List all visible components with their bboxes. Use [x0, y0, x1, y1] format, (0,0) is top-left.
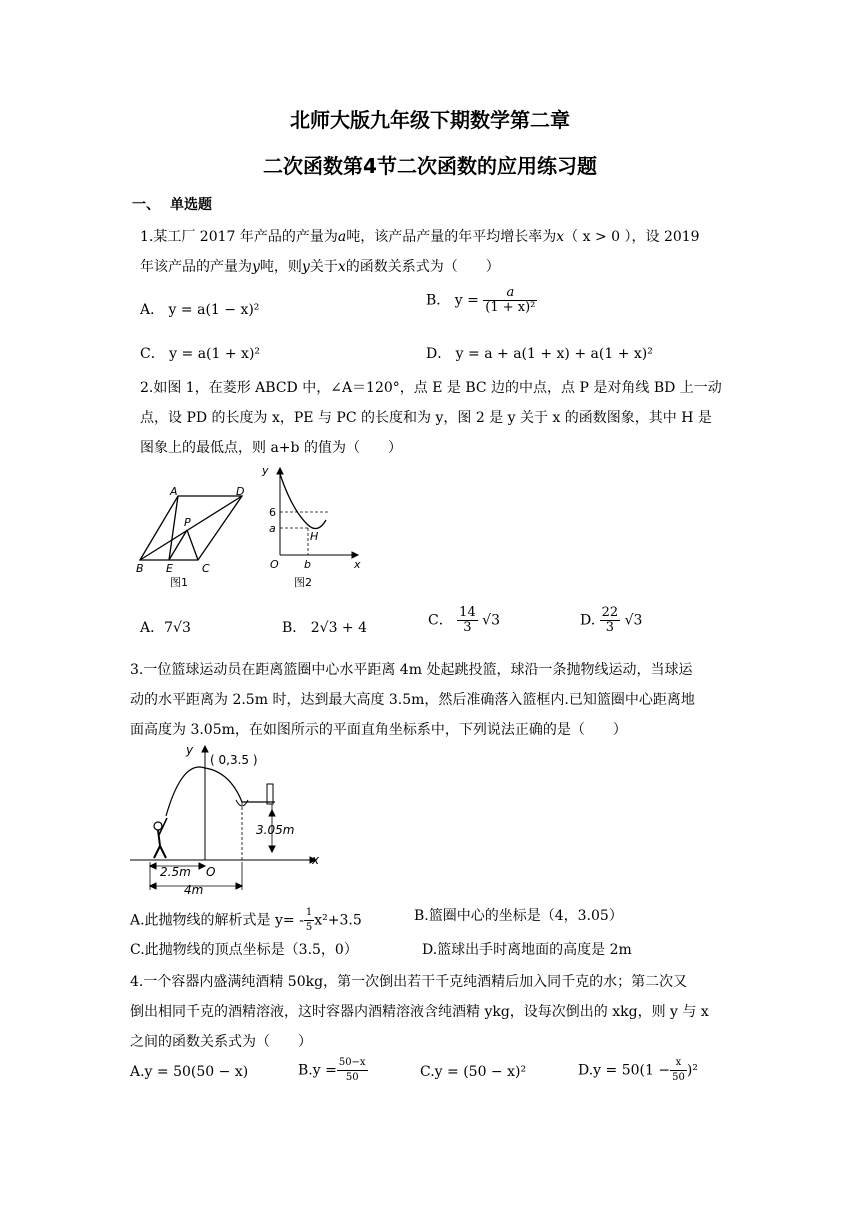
q1-line2: 年该产品的产量为y吨，则y关于x的函数关系式为（ ）: [140, 259, 500, 275]
q2-option-a: A．7√3: [140, 620, 191, 636]
q2-line3: 图象上的最低点，则 a+b 的值为（ ）: [140, 440, 402, 456]
q3-figure: [130, 740, 330, 900]
label-d: D: [236, 485, 245, 498]
vertex-label: ( 0,3.5 ): [210, 753, 258, 767]
q4-line3: 之间的函数关系式为（ ）: [130, 1034, 312, 1050]
q4-line1: 4.一个容器内盛满纯酒精 50kg，第一次倒出若干千克纯酒精后加入同千克的水；第二次又: [130, 974, 688, 990]
q1-option-a: A． y = a(1 − x)²: [140, 302, 260, 318]
q3-option-d: D.篮球出手时离地面的高度是 2m: [422, 942, 632, 958]
q2-option-d: D. $\frac{22}{3}$ √3: [580, 605, 643, 635]
q3-line1: 3.一位篮球运动员在距离篮圈中心水平距离 4m 处起跳投篮，球沿一条抛物线运动，当球运: [130, 662, 693, 678]
axis-y-label: y: [262, 464, 269, 477]
figure-2-caption: 图2: [294, 576, 312, 589]
q4-option-b: B.y = $\frac{50-x}{50}$: [298, 1057, 366, 1083]
origin-o: O: [270, 558, 279, 571]
tick-6: 6: [269, 506, 276, 519]
label-a: A: [170, 485, 178, 498]
q2-figures: [130, 460, 380, 600]
label-c: C: [202, 562, 210, 575]
q2-option-c: C． $\frac{14}{3}$ √3: [428, 605, 500, 635]
figure-1-rhombus: [140, 496, 242, 560]
axis-x-label: x: [354, 558, 361, 571]
label-p: P: [184, 516, 191, 529]
axis-x-label: x: [312, 853, 320, 867]
q4-line2: 倒出相同千克的酒精溶液，这时容器内酒精溶液含纯酒精 ykg，设每次倒出的 xkg，则 y 与 x: [130, 1004, 709, 1020]
label-b: B: [136, 562, 144, 575]
figure-1-caption: 图1: [170, 576, 188, 589]
q3-option-c: C.此抛物线的顶点坐标是（3.5，0）: [130, 942, 358, 958]
axis-y-label: y: [186, 743, 194, 757]
height-label: 3.05m: [256, 823, 295, 837]
q3-line2: 动的水平距离为 2.5m 时，达到最大高度 3.5m，然后准确落入篮框内.已知篮圈中心距离地: [130, 692, 695, 708]
title-line2: 二次函数第4节二次函数的应用练习题: [263, 154, 597, 178]
q1-option-c: C． y = a(1 + x)²: [140, 346, 261, 362]
q2-line2: 点，设 PD 的长度为 x，PE 与 PC 的长度和为 y，图 2 是 y 关于 x 的函数图象，其中 H 是: [140, 410, 712, 426]
q2-line1: 2.如图 1，在菱形 ABCD 中，∠A＝120°，点 E 是 BC 边的中点，点 P 是对角线 BD 上一动: [140, 380, 722, 396]
q1-option-d: D． y = a + a(1 + x) + a(1 + x)²: [426, 346, 653, 362]
q2-option-b: B． 2√3 + 4: [282, 620, 368, 636]
section-number: 一、: [132, 197, 160, 213]
dist-label-4m: 4m: [184, 883, 204, 897]
origin-o: O: [206, 865, 216, 879]
tick-a: a: [269, 522, 276, 535]
tick-b: b: [304, 558, 311, 571]
label-e: E: [166, 562, 173, 575]
q3-diagram: [130, 746, 316, 890]
title-line1: 北师大版九年级下期数学第二章: [290, 108, 570, 132]
dist-label-2-5m: 2.5m: [160, 865, 191, 879]
q1-option-b: B． y = $\frac{a}{\text{(1 + x)²}}$: [426, 285, 536, 315]
q3-option-b: B.篮圈中心的坐标是（4，3.05）: [414, 908, 623, 924]
figure-2-graph: [277, 468, 358, 558]
section-title: 单选题: [170, 197, 212, 213]
q1-line1: 1.某工厂 2017 年产品的产量为a吨，该产品产量的年平均增长率为x（ x > 0 ），设 2019: [140, 229, 700, 245]
q4-option-a: A.y = 50(50 − x): [130, 1064, 249, 1080]
q4-option-d: D.y = 50(1 − $\frac{x}{50}$ )²: [578, 1057, 698, 1083]
point-h: H: [310, 530, 319, 543]
q4-option-c: C.y = (50 − x)²: [420, 1064, 527, 1080]
q3-line3: 面高度为 3.05m，在如图所示的平面直角坐标系中，下列说法正确的是（ ）: [130, 722, 627, 738]
q3-option-a: A.此抛物线的解析式是 y= - $\frac{1}{5}$ x²+3.5: [130, 907, 362, 933]
